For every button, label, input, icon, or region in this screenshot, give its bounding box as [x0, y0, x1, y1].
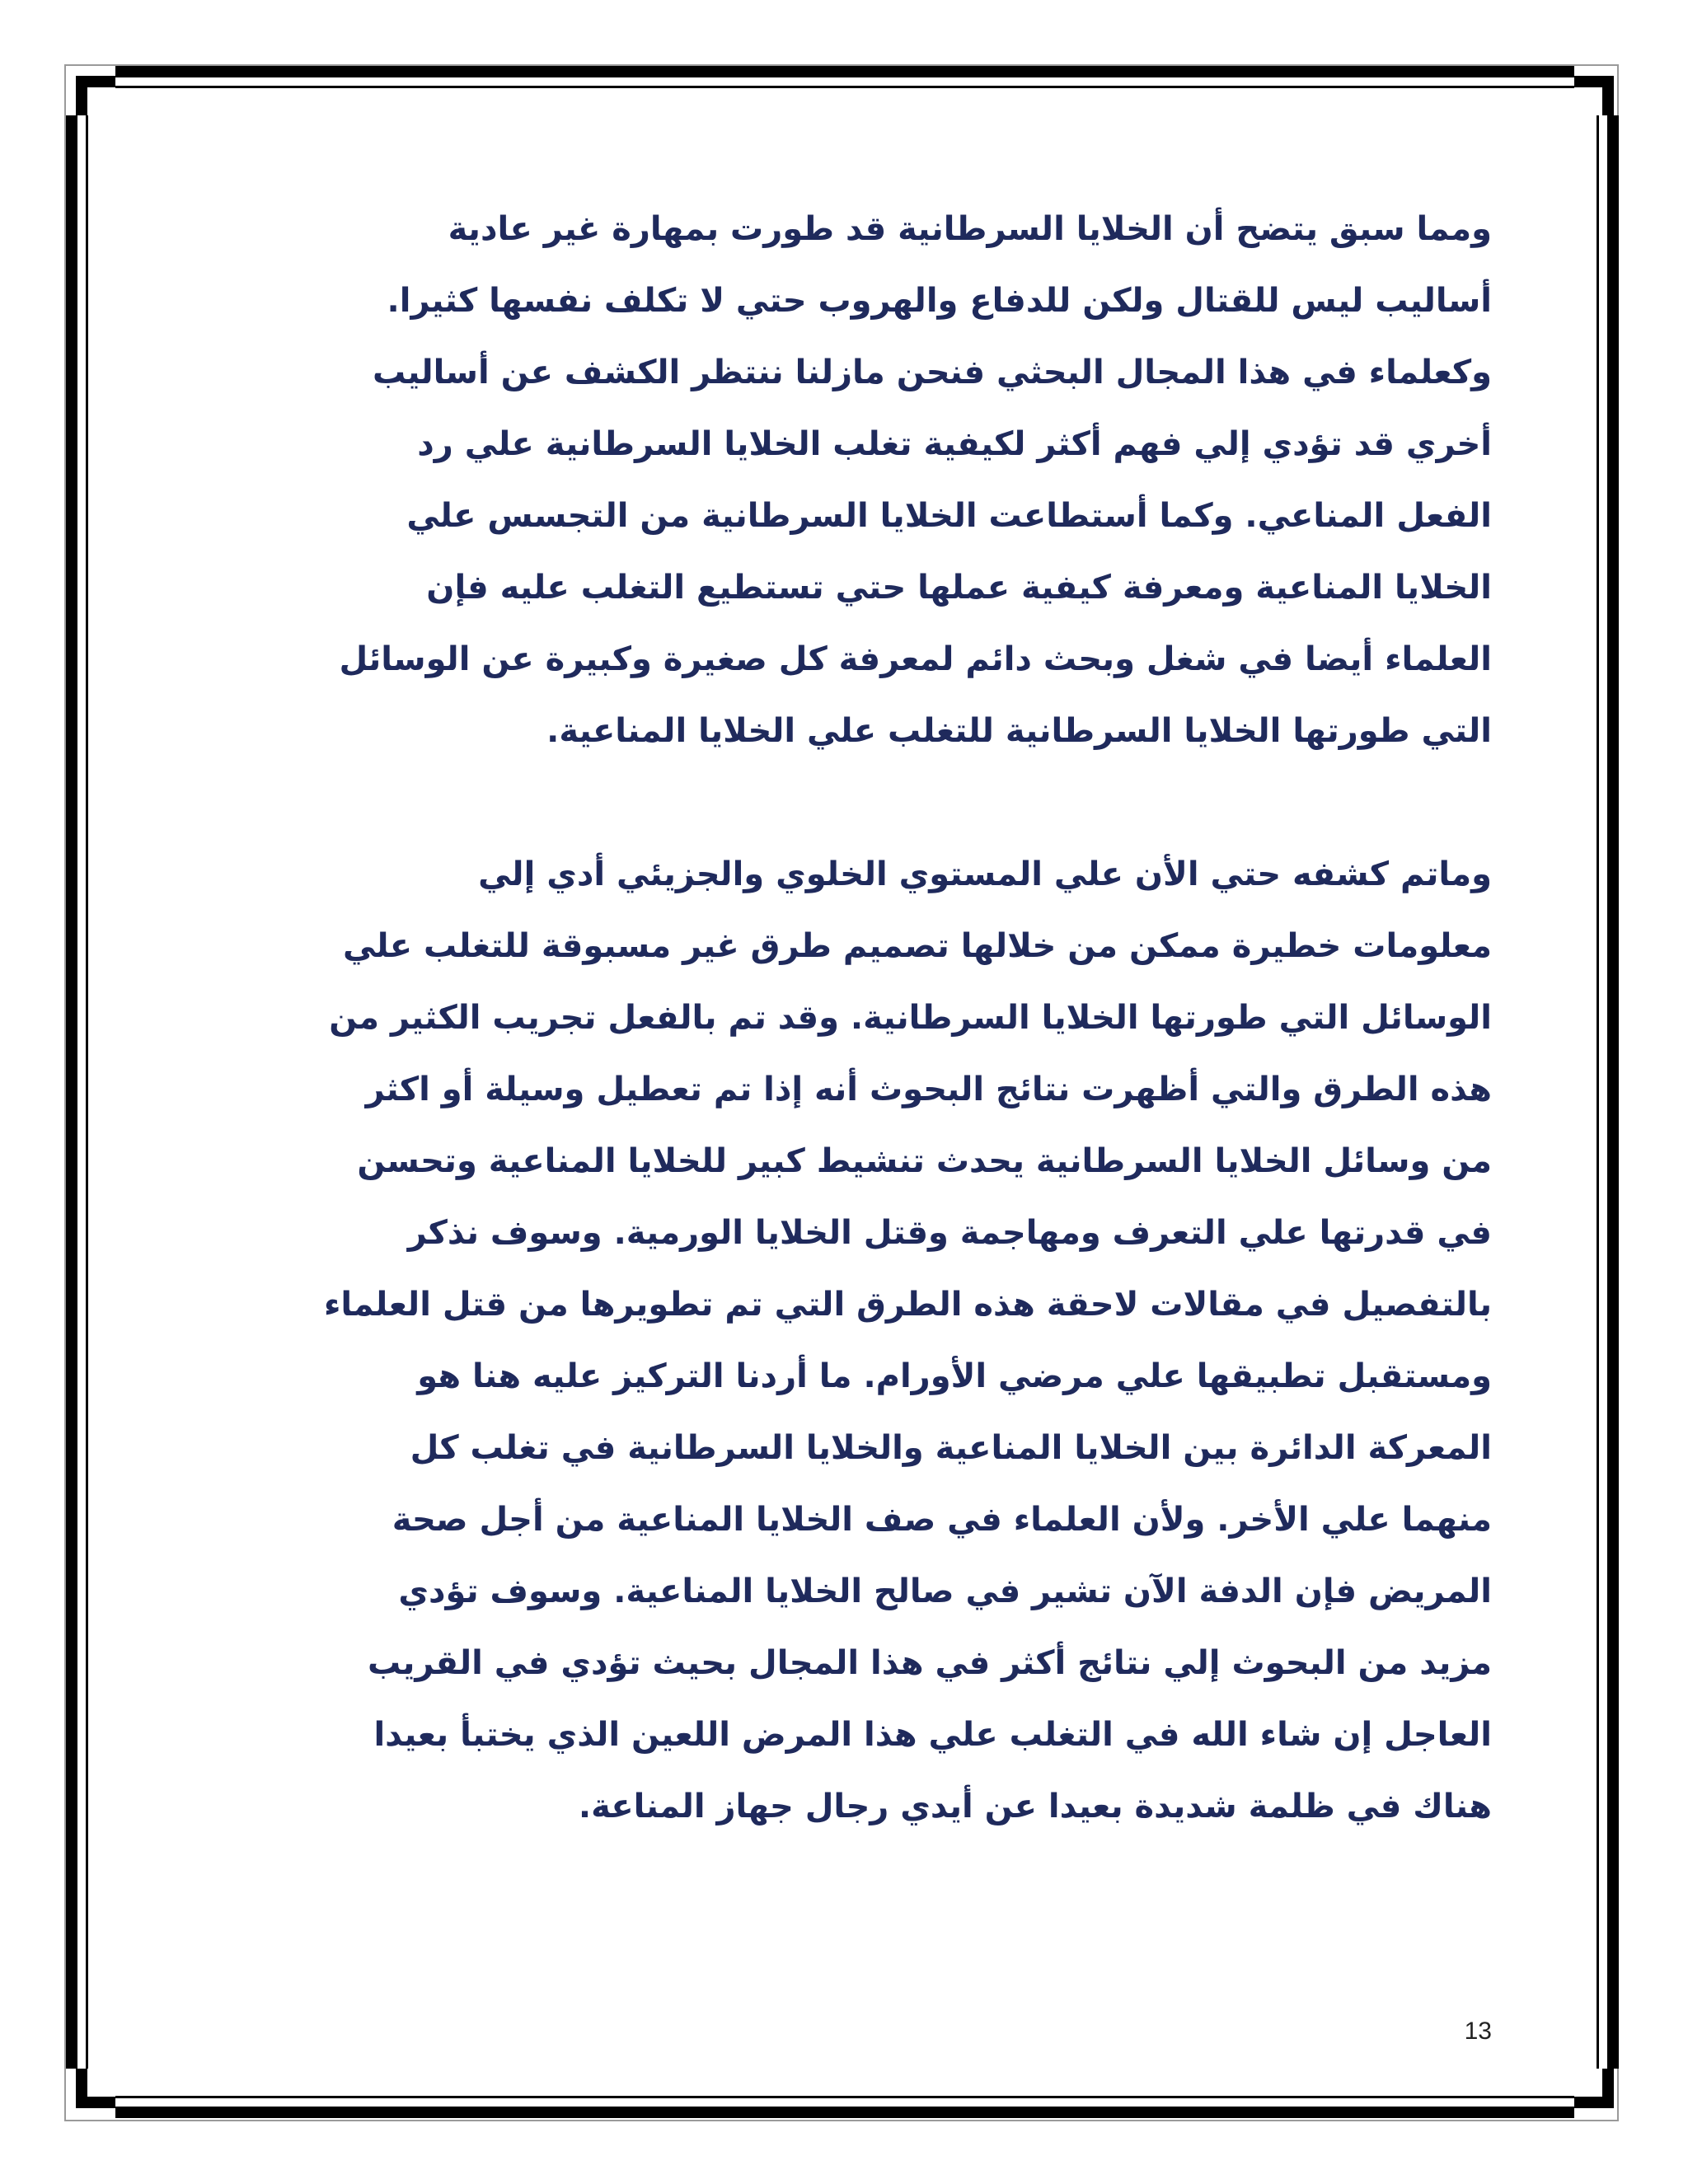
article-body	[206, 194, 1492, 1843]
text-line: بالتفصيل في مقالات لاحقة هذه الطرق التي تم تطويرها من قتل العلماء	[323, 1286, 1492, 1324]
text-line: التي طورتها الخلايا السرطانية للتغلب علي الخلايا المناعية.	[546, 712, 1492, 750]
text-line: الوسائل التي طورتها الخلايا السرطانية. وقد تم بالفعل تجريب الكثير من	[329, 999, 1492, 1037]
text-line: أخري قد تؤدي إلي فهم أكثر لكيفية تغلب الخلايا السرطانية علي رد	[417, 425, 1492, 463]
text-line: معلومات خطيرة ممكن من خلالها تصميم طرق غير مسبوقة للتغلب علي	[342, 927, 1492, 965]
page-border-bottom-inner	[115, 2096, 1574, 2098]
text-line: أساليب ليس للقتال ولكن للدفاع والهروب حتي لا تكلف نفسها كثيرا.	[387, 282, 1492, 320]
text-line: العلماء أيضا في شغل وبحث دائم لمعرفة كل صغيرة وكبيرة عن الوسائل	[339, 640, 1492, 678]
text-line: وماتم كشفه حتي الأن علي المستوي الخلوي والجزيئي أدي إلي	[478, 855, 1492, 893]
corner-bottom-left-v	[76, 2069, 87, 2108]
page-border-bottom	[115, 2107, 1574, 2118]
paragraph-1	[206, 194, 1492, 767]
page-border-top-inner	[115, 86, 1574, 88]
text-line: ومستقبل تطبيقها علي مرضي الأورام. ما أردنا التركيز عليه هنا هو	[417, 1357, 1492, 1395]
page-border-left	[66, 115, 77, 2069]
text-line: ومما سبق يتضح أن الخلايا السرطانية قد طورت بمهارة غير عادية	[448, 210, 1492, 248]
text-line: من وسائل الخلايا السرطانية يحدث تنشيط كبير للخلايا المناعية وتحسن	[357, 1142, 1492, 1180]
text-line: العاجل إن شاء الله في التغلب علي هذا المرض اللعين الذي يختبأ بعيدا	[373, 1716, 1492, 1754]
text-line: هناك في ظلمة شديدة بعيدا عن أيدي رجال جهاز المناعة.	[578, 1788, 1492, 1825]
text-line: الفعل المناعي. وكما أستطاعت الخلايا السرطانية من التجسس علي	[406, 497, 1492, 535]
text-line: المعركة الدائرة بين الخلايا المناعية والخلايا السرطانية في تغلب كل	[410, 1429, 1492, 1467]
corner-bottom-right-v	[1602, 2069, 1614, 2108]
text-line: وكعلماء في هذا المجال البحثي فنحن مازلنا ننتظر الكشف عن أساليب	[372, 354, 1492, 391]
page-border-right-inner	[1597, 115, 1599, 2069]
text-line: منهما علي الأخر. ولأن العلماء في صف الخلايا المناعية من أجل صحة	[392, 1501, 1492, 1539]
paragraph-2	[206, 839, 1492, 1843]
text-line: في قدرتها علي التعرف ومهاجمة وقتل الخلايا الورمية. وسوف نذكر	[407, 1214, 1492, 1252]
page-border-top	[115, 66, 1574, 77]
text-line: الخلايا المناعية ومعرفة كيفية عملها حتي تستطيع التغلب عليه فإن	[426, 569, 1492, 607]
corner-top-right-v	[1602, 76, 1614, 115]
page-border-left-inner	[86, 115, 88, 2069]
text-line: هذه الطرق والتي أظهرت نتائج البحوث أنه إذا تم تعطيل وسيلة أو اكثر	[365, 1071, 1492, 1108]
text-line: مزيد من البحوث إلي نتائج أكثر في هذا المجال بحيث تؤدي في القريب	[368, 1644, 1492, 1682]
paragraph-spacer	[206, 767, 1492, 839]
page-number: 13	[1464, 2018, 1492, 2045]
text-line: المريض فإن الدفة الآن تشير في صالح الخلايا المناعية. وسوف تؤدي	[398, 1572, 1492, 1610]
corner-top-left-v	[76, 76, 87, 115]
page-border-right	[1607, 115, 1619, 2069]
